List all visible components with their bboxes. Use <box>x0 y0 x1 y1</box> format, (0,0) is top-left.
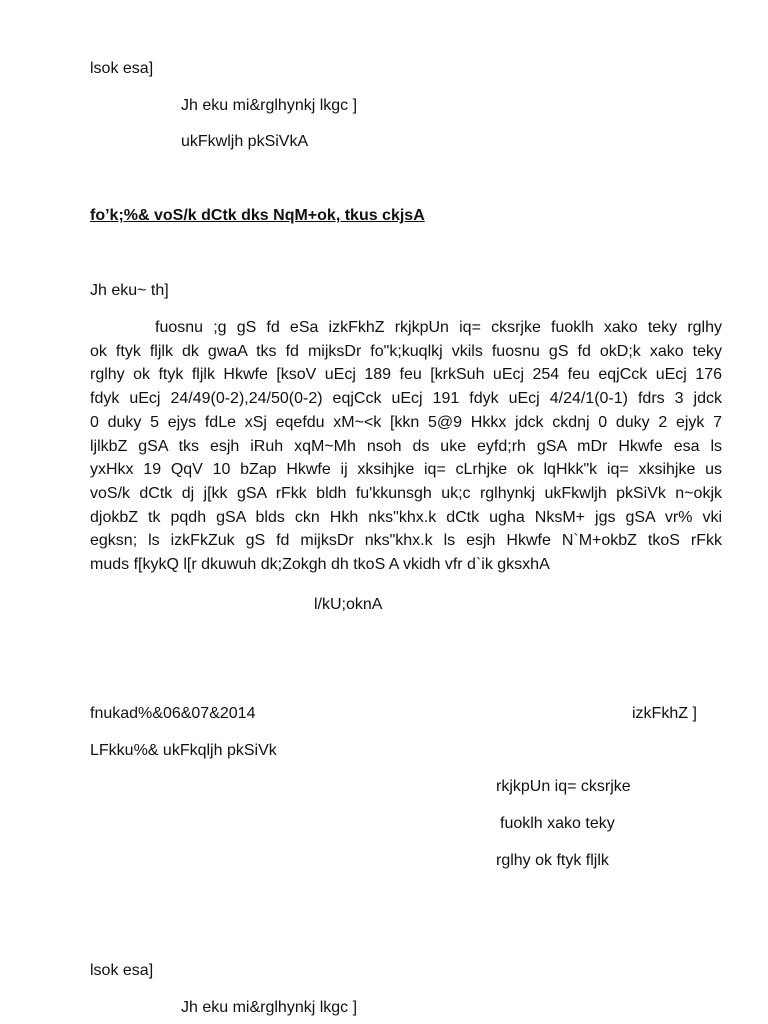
body-line: rglhy ok ftyk fljlk Hkwfe [ksoV uEcj 189 feu [krkSuh uEcj 254 feu eqjCck uEcj 176 <box>90 366 722 384</box>
body-line: muds f[kykQ l[r dkuwuh dk;Zokgh dh tkoS A vkidh vfr d`ik gksxhA <box>90 556 550 574</box>
sender-name: rkjkpUn iq= cksrjke <box>496 778 631 795</box>
body-line: 0 duky 5 ejys fdLe xSj eqefdu xM~<k [kkn 5@9 Hkkx jdck ckdnj 0 duky 2 ejyk 7 <box>90 413 722 431</box>
body-line: fuosnu ;g gS fd eSa izkFkhZ rkjkpUn iq= cksrjke fuoklh xako teky rglhy <box>155 319 722 336</box>
body-line: voS/k dCtk dj j[kk gSA rFkk bldh fu'kkunsgh uk;c rglhynkj ukFkwljh pkSiVk n~okjk <box>90 484 722 502</box>
greeting: Jh eku~ th] <box>90 282 169 299</box>
repeat-salutation-to: lsok esa] <box>90 962 154 979</box>
addressee-place: ukFkwljh pkSiVkA <box>181 133 309 150</box>
sender-village: fuoklh xako teky <box>500 815 615 832</box>
body-line: ok ftyk fljlk dk gwaA tks fd mijksDr fo"k;kuqlkj vkils fuosnu gS fd okD;k xako teky <box>90 342 722 360</box>
sender-label: izkFkhZ ] <box>632 705 697 722</box>
body-line: yxHkx 19 QqV 10 bZap Hkwfe ij xksihjke iq= cLrhjke ok lqHkk"k iq= xksihjke us <box>90 461 722 479</box>
body-line: egksn; ls izkFkZuk gS fd mijksDr nks"khx.k ls esjh Hkwfe N`M+okbZ tkoS rFkk <box>90 532 722 550</box>
body-line: djokbZ tk pqdh gSA blds ckn Hkh nks"khx.k dCtk ugha NksM+ jgs gSA vr% vki <box>90 508 722 526</box>
subject-line: fo’k;%& voS/k dCtk dks NqM+ok, tkus ckjsA <box>90 207 425 224</box>
body-line: fdyk uEcj 24/49(0-2),24/50(0-2) eqjCck uEcj 191 fdyk uEcj 4/24/1(0-1) fdrs 3 jdck <box>90 390 722 408</box>
date: fnukad%&06&07&2014 <box>90 705 256 722</box>
body-paragraph <box>90 316 722 577</box>
salutation-to: lsok esa] <box>90 60 154 77</box>
closing: l/kU;oknA <box>314 596 383 613</box>
body-line: ljlkbZ gSA tks esjh iRuh xqM~Mh nsoh ds uke eyfd;rh gSA mDr Hkwfe esa ls <box>90 437 722 455</box>
repeat-addressee-title: Jh eku mi&rglhynkj lkgc ] <box>181 999 358 1016</box>
addressee-title: Jh eku mi&rglhynkj lkgc ] <box>181 97 358 114</box>
place: LFkku%& ukFkqljh pkSiVk <box>90 742 277 759</box>
sender-district: rglhy ok ftyk fljlk <box>496 852 609 869</box>
